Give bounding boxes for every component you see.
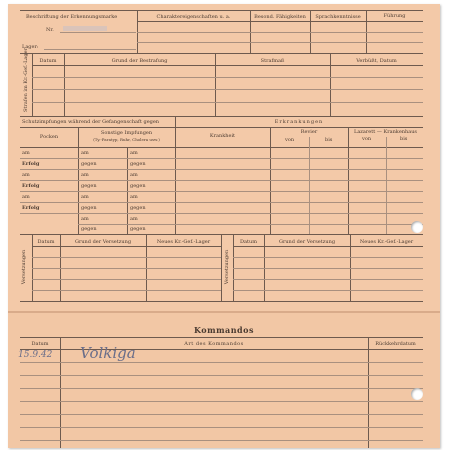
rule bbox=[20, 427, 423, 428]
col-versetzung-datum-2: Datum bbox=[240, 239, 257, 245]
col-lazarett-bis: bis bbox=[400, 136, 408, 142]
rule bbox=[32, 246, 221, 247]
row-cell: Erfolg bbox=[22, 205, 40, 211]
rule bbox=[20, 158, 423, 159]
col-sonstige-sub: (Ty.-Paratyp, Ruhr, Cholera usw.) bbox=[93, 137, 160, 142]
col-versetzung-datum: Datum bbox=[37, 239, 55, 245]
row-cell: am bbox=[130, 150, 138, 156]
row-cell: am bbox=[22, 150, 30, 156]
rule bbox=[233, 290, 423, 291]
row-cell: am bbox=[81, 194, 89, 200]
rule bbox=[20, 53, 423, 54]
side-label-versetzungen-right: Versetzungen bbox=[224, 249, 230, 285]
title-erkrankungen: Erkrankungen bbox=[274, 119, 324, 125]
row-cell: am bbox=[130, 216, 138, 222]
label-beschriftung: Beschriftung der Erkennungsmarke bbox=[26, 14, 118, 20]
title-kommandos: Kommandos bbox=[194, 325, 254, 335]
row-cell: gegen bbox=[130, 226, 146, 232]
rule bbox=[32, 77, 423, 78]
rule bbox=[32, 290, 221, 291]
rule bbox=[20, 213, 423, 214]
rule bbox=[20, 337, 423, 338]
row-cell: gegen bbox=[130, 183, 146, 189]
rule bbox=[309, 137, 310, 234]
label-faehigkeiten: Besond. Fähigkeiten bbox=[254, 14, 306, 20]
rule bbox=[20, 440, 423, 441]
col-versetzung-grund-2: Grund der Versetzung bbox=[278, 239, 336, 245]
rule bbox=[32, 102, 423, 103]
col-revier: Revier bbox=[300, 129, 318, 135]
rule bbox=[20, 202, 423, 203]
punch-hole-lower bbox=[411, 388, 423, 400]
rule bbox=[32, 65, 423, 66]
label-sprach: Sprachkenntnisse bbox=[315, 14, 361, 20]
rule bbox=[20, 401, 423, 402]
row-cell: gegen bbox=[81, 205, 97, 211]
col-lazarett: Lazarett — Krankenhaus bbox=[354, 129, 417, 135]
rule bbox=[20, 10, 423, 11]
col-kommando-rueckkehr: Rückkehrdatum bbox=[375, 341, 416, 347]
col-verbuesst: Verbüßt, Datum bbox=[356, 58, 397, 64]
rule bbox=[368, 337, 369, 448]
rule bbox=[20, 301, 423, 302]
row-cell: am bbox=[81, 150, 89, 156]
col-revier-bis: bis bbox=[325, 137, 333, 143]
label-fuehrung: Führung bbox=[383, 13, 406, 19]
rule bbox=[20, 116, 423, 117]
row-cell: gegen bbox=[130, 161, 146, 167]
col-kommando-art: Art des Kommandos bbox=[184, 341, 244, 347]
row-cell: am bbox=[81, 172, 89, 178]
row-cell: am bbox=[22, 194, 30, 200]
col-sonstige: Sonstige Impfungen bbox=[100, 130, 153, 136]
rule bbox=[32, 257, 221, 258]
rule bbox=[32, 279, 221, 280]
punch-hole-upper bbox=[411, 221, 423, 233]
label-charakter: Charaktereigenschaften u. a. bbox=[156, 14, 231, 20]
rule bbox=[233, 279, 423, 280]
col-krankheit: Krankheit bbox=[209, 133, 236, 139]
rule bbox=[32, 268, 221, 269]
rule bbox=[20, 127, 423, 128]
col-kommando-datum: Datum bbox=[31, 341, 49, 347]
rule bbox=[60, 337, 61, 448]
rule bbox=[20, 147, 423, 148]
row-cell: am bbox=[81, 216, 89, 222]
label-lager: Lager: bbox=[22, 44, 39, 50]
rule bbox=[20, 375, 423, 376]
side-label-versetzungen-left: Versetzungen bbox=[21, 249, 27, 285]
rule bbox=[78, 224, 423, 225]
rule bbox=[20, 414, 423, 415]
handwritten-kommando: Volkiga bbox=[80, 344, 136, 362]
rule bbox=[233, 257, 423, 258]
rule bbox=[20, 169, 423, 170]
row-cell: gegen bbox=[81, 183, 97, 189]
row-cell: am bbox=[130, 172, 138, 178]
col-versetzung-neues-2: Neues Kr.-Gef.-Lager bbox=[359, 239, 414, 245]
rule bbox=[221, 234, 222, 301]
row-cell: gegen bbox=[81, 161, 97, 167]
row-cell: Erfolg bbox=[22, 161, 40, 167]
rule bbox=[137, 21, 423, 22]
col-datum: Datum bbox=[39, 58, 57, 64]
col-grund: Grund der Bestrafung bbox=[111, 58, 168, 64]
rule bbox=[32, 89, 423, 90]
row-cell: am bbox=[22, 172, 30, 178]
lager-line bbox=[44, 49, 136, 50]
rule bbox=[233, 246, 423, 247]
handwritten-date: 15.9.42 bbox=[18, 350, 53, 360]
row-cell: gegen bbox=[81, 226, 97, 232]
row-cell: gegen bbox=[130, 205, 146, 211]
rule bbox=[386, 137, 387, 234]
col-lazarett-von: von bbox=[362, 136, 372, 142]
rule bbox=[137, 42, 423, 43]
col-revier-von: von bbox=[285, 137, 295, 143]
row-cell: Erfolg bbox=[22, 183, 40, 189]
col-pocken: Pocken bbox=[39, 134, 59, 140]
col-strafmass: Strafmaß bbox=[260, 58, 285, 64]
rule bbox=[137, 32, 423, 33]
label-nr: Nr. bbox=[46, 27, 54, 33]
fold-line bbox=[8, 311, 440, 313]
col-versetzung-grund: Grund der Versetzung bbox=[74, 239, 132, 245]
rule bbox=[20, 180, 423, 181]
row-cell: am bbox=[130, 194, 138, 200]
side-label-strafen: Strafen im Kr.-Gef.-Lager bbox=[23, 48, 29, 112]
rule bbox=[20, 388, 423, 389]
faded-stamp bbox=[63, 26, 107, 31]
col-versetzung-neues: Neues Kr.-Gef.-Lager bbox=[156, 239, 211, 245]
nr-line bbox=[60, 32, 136, 33]
rule bbox=[233, 268, 423, 269]
title-impfungen: Schutzimpfungen während der Gefangenschaft gegen bbox=[22, 119, 160, 125]
rule bbox=[20, 362, 423, 363]
rule bbox=[20, 191, 423, 192]
